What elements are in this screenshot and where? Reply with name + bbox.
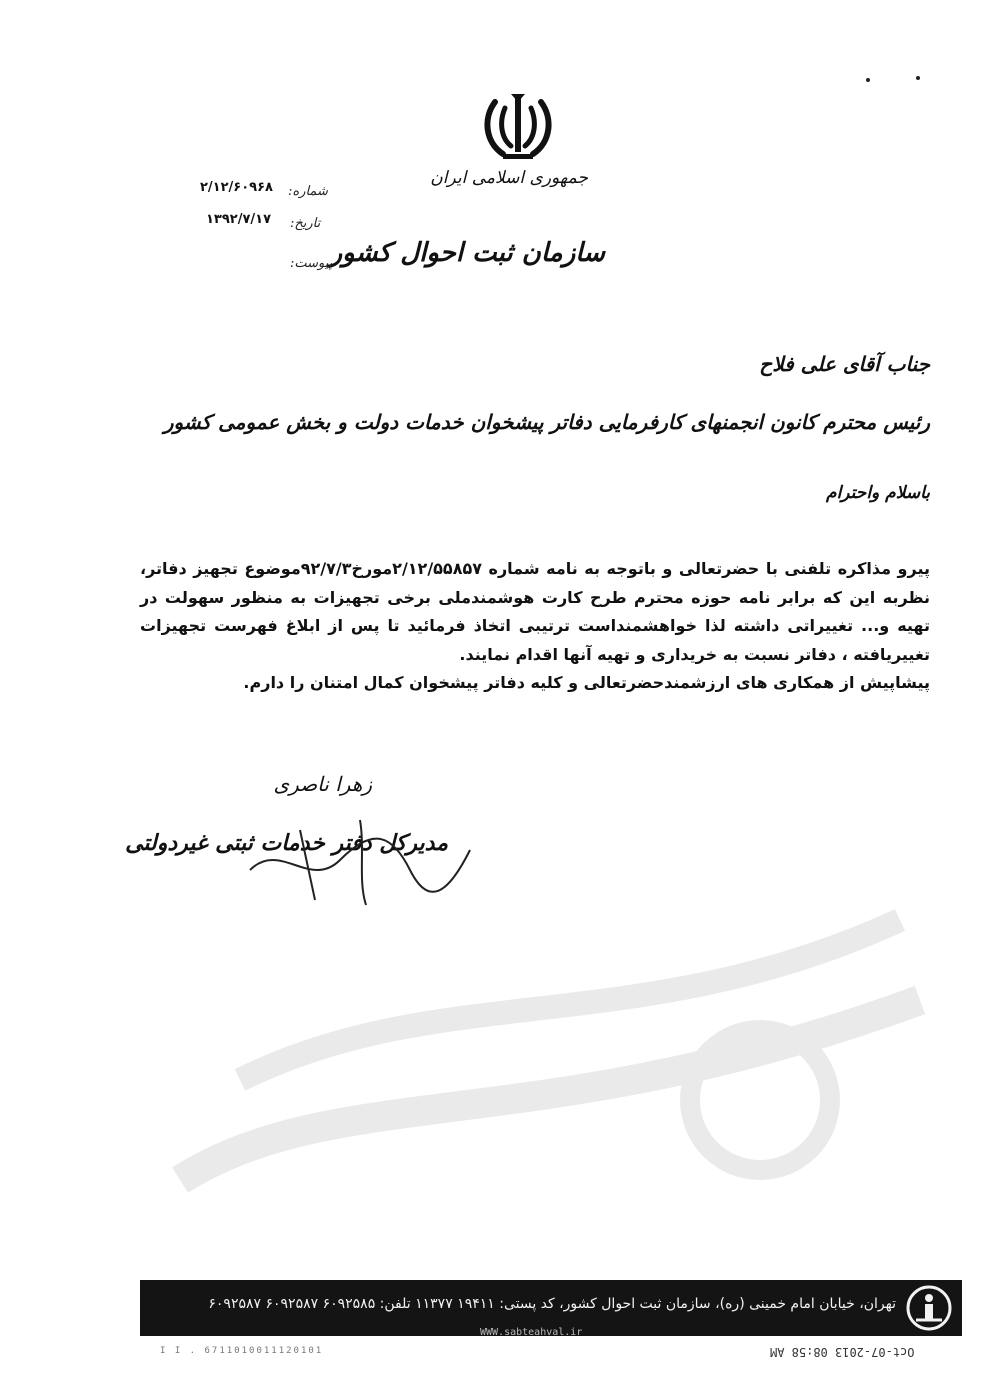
greeting: باسلام واحترام [826,483,930,503]
date-label: تاریخ: [290,216,321,231]
organization-name: سازمان ثبت احوال کشور [329,238,605,268]
fax-timestamp: Oct-07-2013 08:58 AM [770,1345,915,1359]
scan-dot [866,78,870,82]
footer-website: WWW.sabteahval.ir [480,1327,583,1338]
addressee-name: جناب آقای علی فلاح [759,352,930,376]
scan-dot [916,76,920,80]
signatory-name: زهرا ناصری [273,772,372,796]
background-watermark [140,880,960,1240]
republic-title: جمهوری اسلامی ایران [430,168,588,188]
body-paragraph: پیرو مذاکره تلفنی با حضرتعالی و باتوجه به نامه شماره ۲/۱۲/۵۵۸۵۷مورخ۹۲/۷/۳موضوع تجهیز دفاتر، نظربه این که برابر نامه حوزه محترم طرح کارت هوشمندملی برخی تجهیزات به منظور سهولت در تهیه و... تغییراتی داشته لذا خواهشمنداست ترتیبی اتخاذ فرمائید تا پس از ابلاغ فهرست تجهیزات تغییریافته ، دفاتر نسبت به خریداری و تهیه آنها اقدام نمایند. [140,559,930,664]
body-paragraph: پیشاپیش از همکاری های ارزشمندحضرتعالی و کلیه دفاتر پیشخوان کمال امتنان را دارم. [243,673,930,692]
scan-edge-marks: I I . 6711010011120101 [160,1346,324,1356]
letter-body [140,555,930,698]
letter-number: ۲/۱۲/۶۰۹۶۸ [200,180,273,195]
attachment-label: پیوست: [290,256,333,271]
addressee-title: رئیس محترم کانون انجمنهای کارفرمایی دفاتر پیشخوان خدمات دولت و بخش عمومی کشور [163,410,930,434]
number-label: شماره: [288,184,328,199]
footer-address: تهران، خیابان امام خمینی (ره)، سازمان ثبت احوال کشور، کد پستی: ۱۹۴۱۱ ۱۱۳۷۷ تلفن: ۶۰۹۲۵۸۵ ۶۰۹۲۵۸۷ ۶۰۹۲۵۸۷ [208,1296,896,1312]
letter-date: ۱۳۹۲/۷/۱۷ [206,212,272,227]
signatory-title: مدیرکل دفتر خدمات ثبتی غیردولتی [125,830,448,856]
organization-logo-icon [904,1284,954,1332]
iran-emblem-icon [481,92,555,162]
